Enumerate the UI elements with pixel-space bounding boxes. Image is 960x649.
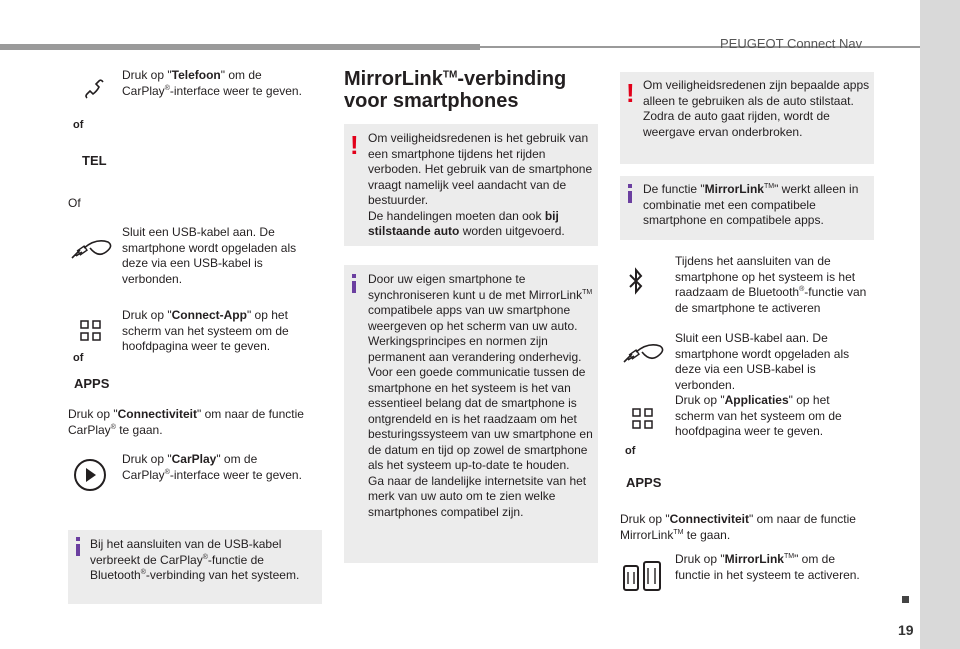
warning-text: Om veiligheidsredenen is het gebruik van een smartphone tijdens het rijden verboden. Het gebruik van de smartphone vraagt namelijk veel aandacht van de bestuurder. De handelingen moeten dan ook bij stilstaande auto worden uitgevoerd. xyxy=(368,131,593,238)
telefoon-instruction: Druk op "Telefoon" om de CarPlay®-interface weer te geven. xyxy=(122,68,302,98)
mirrorlink-instruction: Druk op "MirrorLink™" om de functie in het systeem te activeren. xyxy=(675,552,860,582)
tel-button-label: TEL xyxy=(82,153,107,168)
apps-grid-icon xyxy=(632,408,654,430)
carplay-instruction: Druk op "CarPlay" om de CarPlay®-interface weer te geven. xyxy=(122,452,302,482)
usb-instruction: Sluit een USB-kabel aan. De smartphone wordt opgeladen als deze via een USB-kabel is verbonden. xyxy=(122,225,297,286)
usb-instruction: Sluit een USB-kabel aan. De smartphone wordt opgeladen als deze via een USB-kabel is verbonden. xyxy=(675,331,850,392)
or-label: of xyxy=(73,119,84,131)
mirrorlink-icon xyxy=(622,560,662,594)
info-icon xyxy=(76,544,80,556)
usb-cable-icon xyxy=(70,236,114,262)
apps-button-label: APPS xyxy=(626,475,662,490)
applicaties-instruction: Druk op "Applicaties" op het scherm van het systeem om de hoofdpagina weer te geven. xyxy=(675,393,842,438)
info-icon-dot xyxy=(628,184,632,188)
apps-button-label: APPS xyxy=(74,376,110,391)
usb-cable-icon xyxy=(622,340,666,366)
carplay-play-icon xyxy=(73,458,107,492)
info-usb-text: Bij het aansluiten van de USB-kabel verbreekt de CarPlay®-functie de Bluetooth®-verbinding van het systeem. xyxy=(90,537,300,582)
connect-app-instruction: Druk op "Connect-App" op het scherm van het systeem om de hoofdpagina weer te geven. xyxy=(122,308,289,353)
page-header-title: PEUGEOT Connect Nav xyxy=(720,36,863,51)
or-label: of xyxy=(73,352,84,364)
end-marker xyxy=(902,596,909,603)
warning-icon: ! xyxy=(350,130,359,160)
warning-icon: ! xyxy=(626,78,635,108)
phone-icon xyxy=(84,80,106,102)
warning-text: Om veiligheidsredenen zijn bepaalde apps alleen te gebruiken als de auto stilstaat. Zodra de auto gaat rijden, wordt de weergave ervan onderbroken. xyxy=(643,78,870,139)
page-number: 19 xyxy=(898,622,914,638)
bluetooth-instruction: Tijdens het aansluiten van de smartphone op het systeem is het raadzaam de Bluetooth®-functie van de smartphone te activeren xyxy=(675,254,867,315)
info-icon-dot xyxy=(352,274,356,278)
section-title: MirrorLink™-verbinding voor smartphones xyxy=(344,68,567,112)
info-icon-dot xyxy=(76,537,80,541)
info-text: De functie "MirrorLink™" werkt alleen in combinatie met een compatibele smartphone en compatibele apps. xyxy=(643,182,859,227)
header-rule xyxy=(0,44,480,50)
bluetooth-icon xyxy=(628,268,644,296)
or-label: of xyxy=(625,445,636,457)
apps-grid-icon xyxy=(80,320,102,342)
info-icon xyxy=(352,281,356,293)
connectiviteit-instruction: Druk op "Connectiviteit" om naar de functie CarPlay® te gaan. xyxy=(68,407,304,437)
connectiviteit-instruction: Druk op "Connectiviteit" om naar de functie MirrorLink™ te gaan. xyxy=(620,512,856,542)
or-text: Of xyxy=(68,196,81,210)
info-text: Door uw eigen smartphone te synchroniseren kunt u de met MirrorLink™ compatibele apps van uw smartphone weergeven op het scherm van uw auto. Werkingsprincipes en normen zijn permanent aan verandering onderhevig. Voor een goede communicatie tussen de smartphone en het systeem is het van essentieel belang dat de smartphone is ontgrendeld en is het raadzaam om het besturingssysteem van uw smartphone en de datum en tijd op zowel de smartphone als het systeem up-to-date te houden. Ga naar de landelijke internetsite van het merk van uw auto om te zien welke smartphones compatibel zijn. xyxy=(368,272,593,519)
page-edge-strip xyxy=(920,0,960,649)
info-icon xyxy=(628,191,632,203)
